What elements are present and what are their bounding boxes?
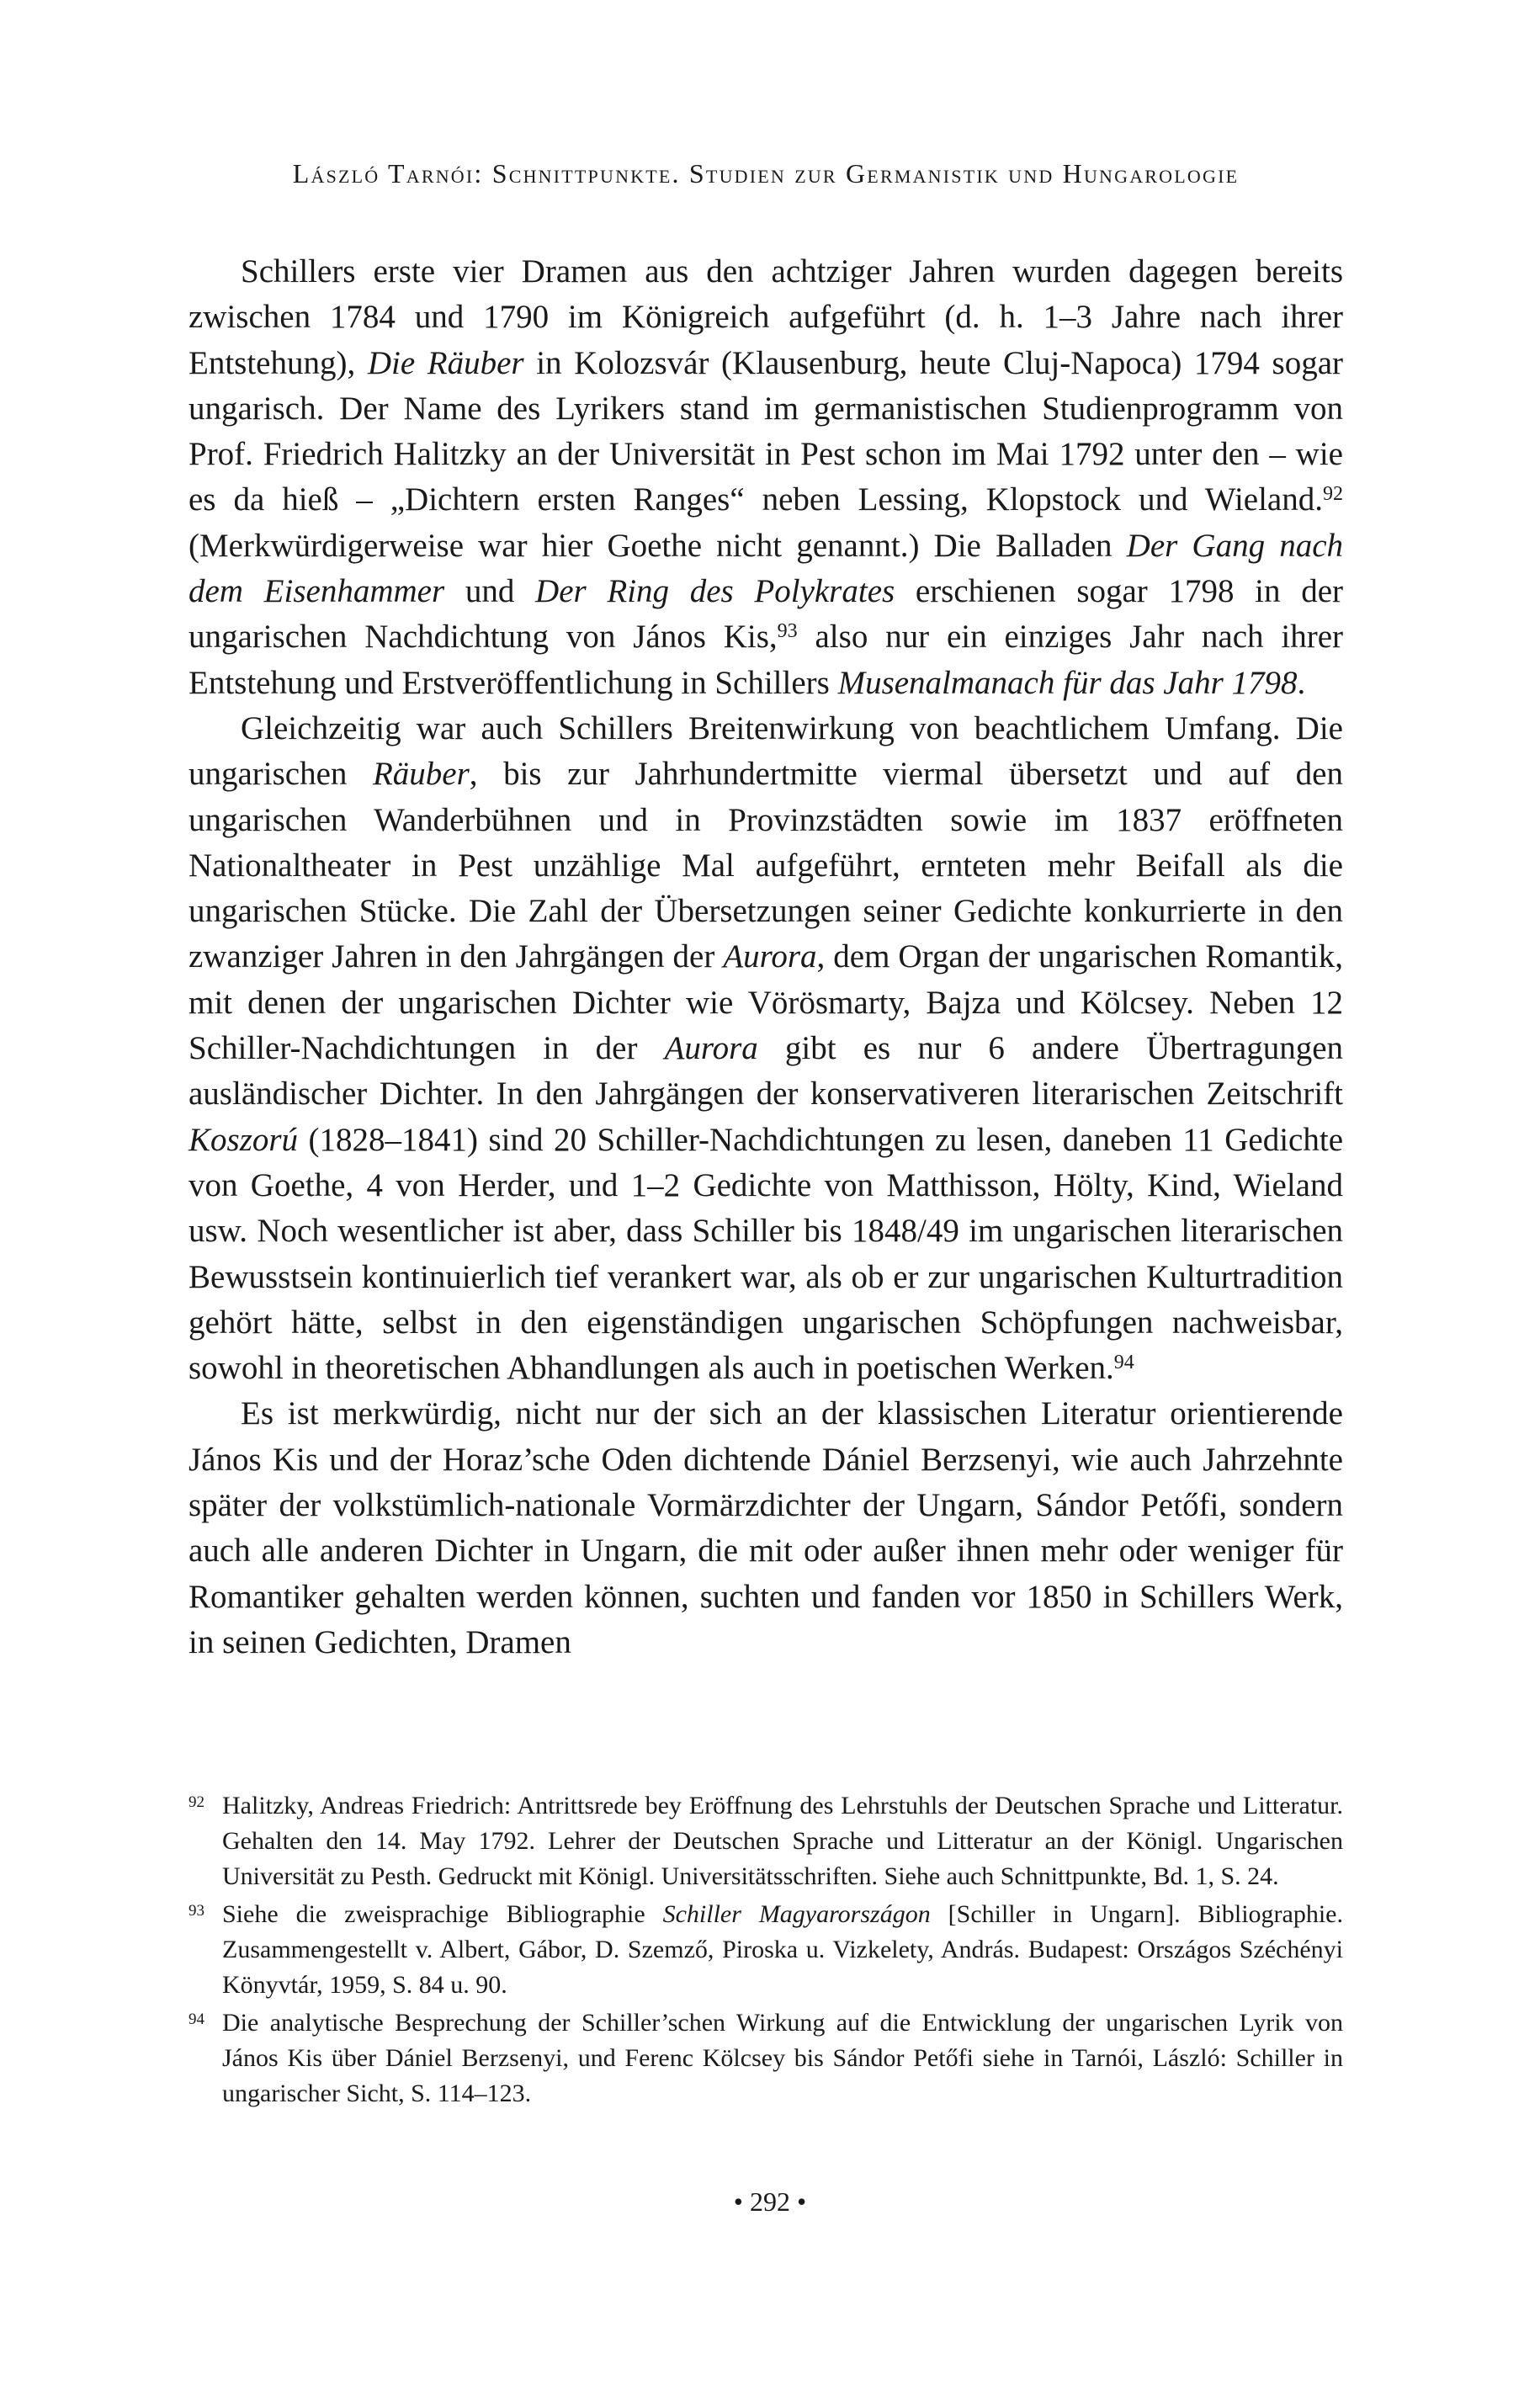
footnote-text: Die analytische Besprechung der Schiller’schen Wirkung auf die Entwicklung der ungarischen Lyrik von János Kis über Dániel Berzsenyi, und Ferenc Kölcsey bis Sándor Petőfi siehe in Tarnói, László: Schiller in ungarischer Sicht, S. 114–123. (222, 2009, 1343, 2107)
text-run: und (444, 573, 536, 610)
text-run: Schillers erste vier Dramen aus den achtziger Jahren wurden dagegen bereits zwischen 1784 und 1790 im Königreich aufgeführt (d. h. 1–3 Jahre nach ihrer Entstehung), (189, 253, 1343, 381)
footnote-number: 94 (189, 2011, 204, 2028)
footnotes (189, 1788, 1343, 2114)
footnote-text: [Schiller in Ungarn]. Bibliographie. Zusammengestellt v. Albert, Gábor, D. Szemző, Piroska u. Vizkelety, András. Budapest: Országos Széchényi Könyvtár, 1959, S. 84 u. 90. (222, 1900, 1344, 1999)
paragraph-3 (189, 1391, 1343, 1665)
footnote-number: 93 (189, 1902, 204, 1920)
text-run: (1828–1841) sind 20 Schiller-Nachdichtungen zu lesen, daneben 11 Gedichte von Goethe, 4 von Herder, und 1–2 Gedichte von Matthisson, Hölty, Kind, Wieland usw. Noch wesentlicher ist aber, dass Schiller bis 1848/49 im ungarischen literarischen Bewusstsein kontinuierlich tief verankert war, als ob er zur ungarischen Kulturtradition gehört hätte, selbst in den eigenständigen ungarischen Schöpfungen nachweisbar, sowohl in theoretischen Abhandlungen als auch in poetischen Werken. (189, 1121, 1343, 1387)
footnote-text: Halitzky, Andreas Friedrich: Antrittsrede bey Eröffnung des Lehrstuhls der Deutschen Sprache und Litteratur. Gehalten den 14. May 1792. Lehrer der Deutschen Sprache und Litteratur an der Königl. Ungarischen Universität zu Pesth. Gedruckt mit Königl. Universitätsschriften. Siehe auch Schnittpunkte, Bd. 1, S. 24. (222, 1792, 1343, 1890)
text-run: Gleichzeitig war auch Schillers Breitenwirkung von beachtlichem Umfang. Die ungarischen (189, 709, 1343, 793)
text-run: gibt es nur 6 andere Übertragungen ausländischer Dichter. In den Jahrgängen der konservativeren literarischen Zeitschrift (189, 1030, 1343, 1113)
text-run: , dem Organ der ungarischen Romantik, mit denen der ungarischen Dichter wie Vörösmarty, Bajza und Kölcsey. Neben 12 Schiller-Nachdichtungen in der (189, 938, 1343, 1067)
footnote-93 (189, 1897, 1343, 2003)
paragraph-1 (189, 249, 1343, 706)
text-run: , bis zur Jahrhundertmitte viermal übersetzt und auf den ungarischen Wanderbühnen und in Provinzstädten sowie im 1837 eröffneten Nationaltheater in Pest unzählige Mal aufgeführt, ernteten mehr Beifall als die ungarischen Stücke. Die Zahl der Übersetzungen seiner Gedichte konkurrierte in den zwanziger Jahren in den Jahrgängen der (189, 756, 1343, 975)
text-run: also nur ein einziges Jahr nach ihrer Entstehung und Erstveröffentlichung in Schillers (189, 619, 1343, 701)
footnote-number: 92 (189, 1793, 204, 1811)
italic-title: Aurora (723, 938, 817, 975)
paragraph-2 (189, 706, 1343, 1391)
italic-title: Schiller Magyarországon (662, 1900, 931, 1928)
italic-title: Musenalmanach für das Jahr 1798 (837, 664, 1298, 701)
footnote-ref-93[interactable]: 93 (777, 620, 798, 643)
italic-title: Koszorú (189, 1121, 299, 1158)
text-run: Es ist merkwürdig, nicht nur der sich an der klassischen Literatur orientierende János Kis und der Horaz’sche Oden dichtende Dániel Berzsenyi, wie auch Jahrzehnte später der volkstümlich-nationale Vormärzdichter der Ungarn, Sándor Petőfi, sondern auch alle anderen Dichter in Ungarn, die mit oder außer ihnen mehr oder weniger für Romantiker gehalten werden können, suchten und fanden vor 1850 in Schillers Werk, in seinen Gedichten, Dramen (189, 1395, 1343, 1660)
footnote-ref-92[interactable]: 92 (1323, 483, 1343, 506)
text-run: . (1297, 664, 1306, 701)
running-head: László Tarnói: Schnittpunkte. Studien zur Germanistik und Hungarologie (292, 158, 1240, 189)
footnote-text: Siehe die zweisprachige Bibliographie (222, 1900, 663, 1928)
text-run: erschienen sogar 1798 in der ungarischen Nachdichtung von János Kis, (189, 573, 1344, 656)
text-run: in Kolozsvár (Klausenburg, heute Cluj-Napoca) 1794 sogar ungarisch. Der Name des Lyrikers stand im germanistischen Studienprogramm von Prof. Friedrich Halitzky an der Universität in Pest schon im Mai 1792 unter den – wie es da hieß – „Dichtern ersten Ranges“ neben Lessing, Klopstock und Wieland. (189, 344, 1344, 518)
italic-title: Der Gang nach dem Eisenhammer (189, 527, 1343, 610)
italic-title: Die Räuber (367, 344, 524, 381)
main-text (189, 249, 1343, 1665)
italic-title: Räuber (372, 756, 470, 793)
footnote-94 (189, 2005, 1343, 2111)
italic-title: Aurora (664, 1030, 758, 1067)
footnote-92 (189, 1788, 1343, 1894)
footnote-ref-94[interactable]: 94 (1113, 1352, 1134, 1374)
text-run: (Merkwürdigerweise war hier Goethe nicht genannt.) Die Balladen (189, 527, 1127, 564)
page-number: • 292 • (733, 2186, 807, 2217)
italic-title: Der Ring des Polykrates (535, 573, 895, 610)
